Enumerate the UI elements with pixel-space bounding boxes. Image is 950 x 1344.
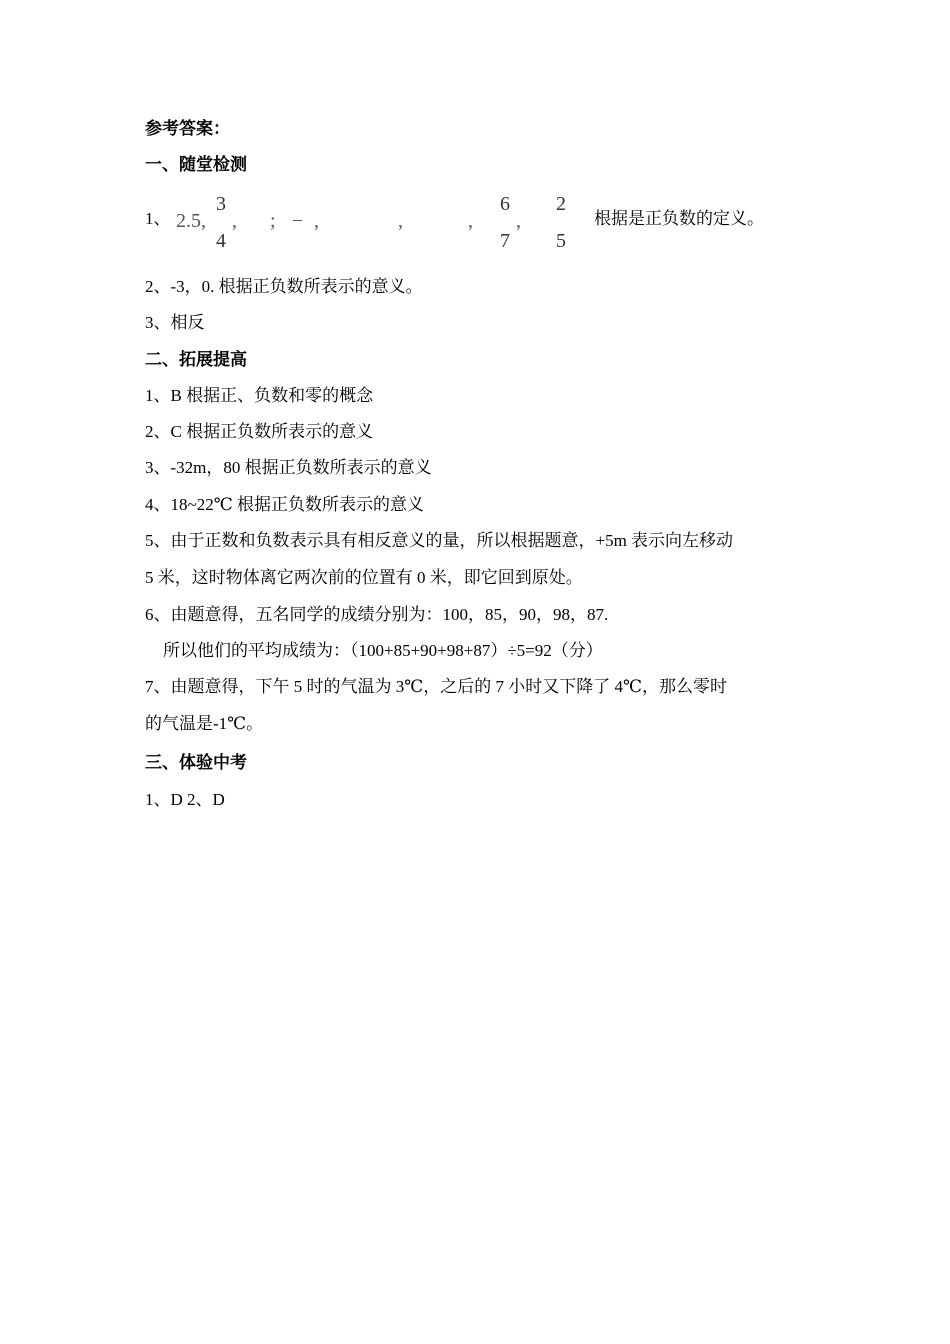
answer-title: 参考答案： [145,119,230,139]
frac2-numerator: 6 [500,193,510,215]
s1-q1-reason: 根据是正负数的定义。 [594,209,764,228]
math-2-5: 2.5, [176,210,206,232]
frac3-denominator: 5 [556,230,566,252]
s2-q6-line2: 所以他们的平均成绩为：（100+85+90+98+87）÷5=92（分） [163,641,603,660]
section-heading-3: 三、体验中考 [145,753,247,773]
frac3-numerator: 2 [556,193,566,215]
math-comma-2: , [314,210,319,232]
math-comma-1: , [232,210,237,232]
s2-q7-line2: 的气温是-1℃。 [145,714,264,733]
s2-q6-line1: 6、由题意得，五名同学的成绩分别为：100，85，90，98，87. [145,605,609,624]
s2-q5-line2: 5 米，这时物体离它两次前的位置有 0 米，即它回到原处。 [145,568,583,587]
math-semicolon: ; [270,210,276,232]
math-comma-4: , [468,210,473,232]
math-comma-5: , [516,210,521,232]
s2-q4: 4、18~22℃ 根据正负数所表示的意义 [145,495,424,514]
math-minus: − [292,210,304,232]
s1-q1-prefix: 1、 [145,209,171,228]
s2-q2: 2、C 根据正负数所表示的意义 [145,422,374,441]
s2-q1: 1、B 根据正、负数和零的概念 [145,386,374,405]
s1-q3: 3、相反 [145,313,205,332]
frac1-denominator: 4 [216,230,226,252]
math-comma-3: , [398,210,403,232]
s3-q1: 1、D 2、D [145,790,225,809]
s1-q2: 2、-3，0. 根据正负数所表示的意义。 [145,277,423,296]
frac1-numerator: 3 [216,193,226,215]
s2-q5-line1: 5、由于正数和负数表示具有相反意义的量，所以根据题意，+5m 表示向左移动 [145,531,734,550]
section-heading-1: 一、随堂检测 [145,155,247,175]
section-heading-2: 二、拓展提高 [145,350,247,370]
frac2-denominator: 7 [500,230,510,252]
s2-q3: 3、-32m，80 根据正负数所表示的意义 [145,458,432,477]
s2-q7-line1: 7、由题意得，下午 5 时的气温为 3℃，之后的 7 小时又下降了 4℃，那么零时 [145,677,728,696]
